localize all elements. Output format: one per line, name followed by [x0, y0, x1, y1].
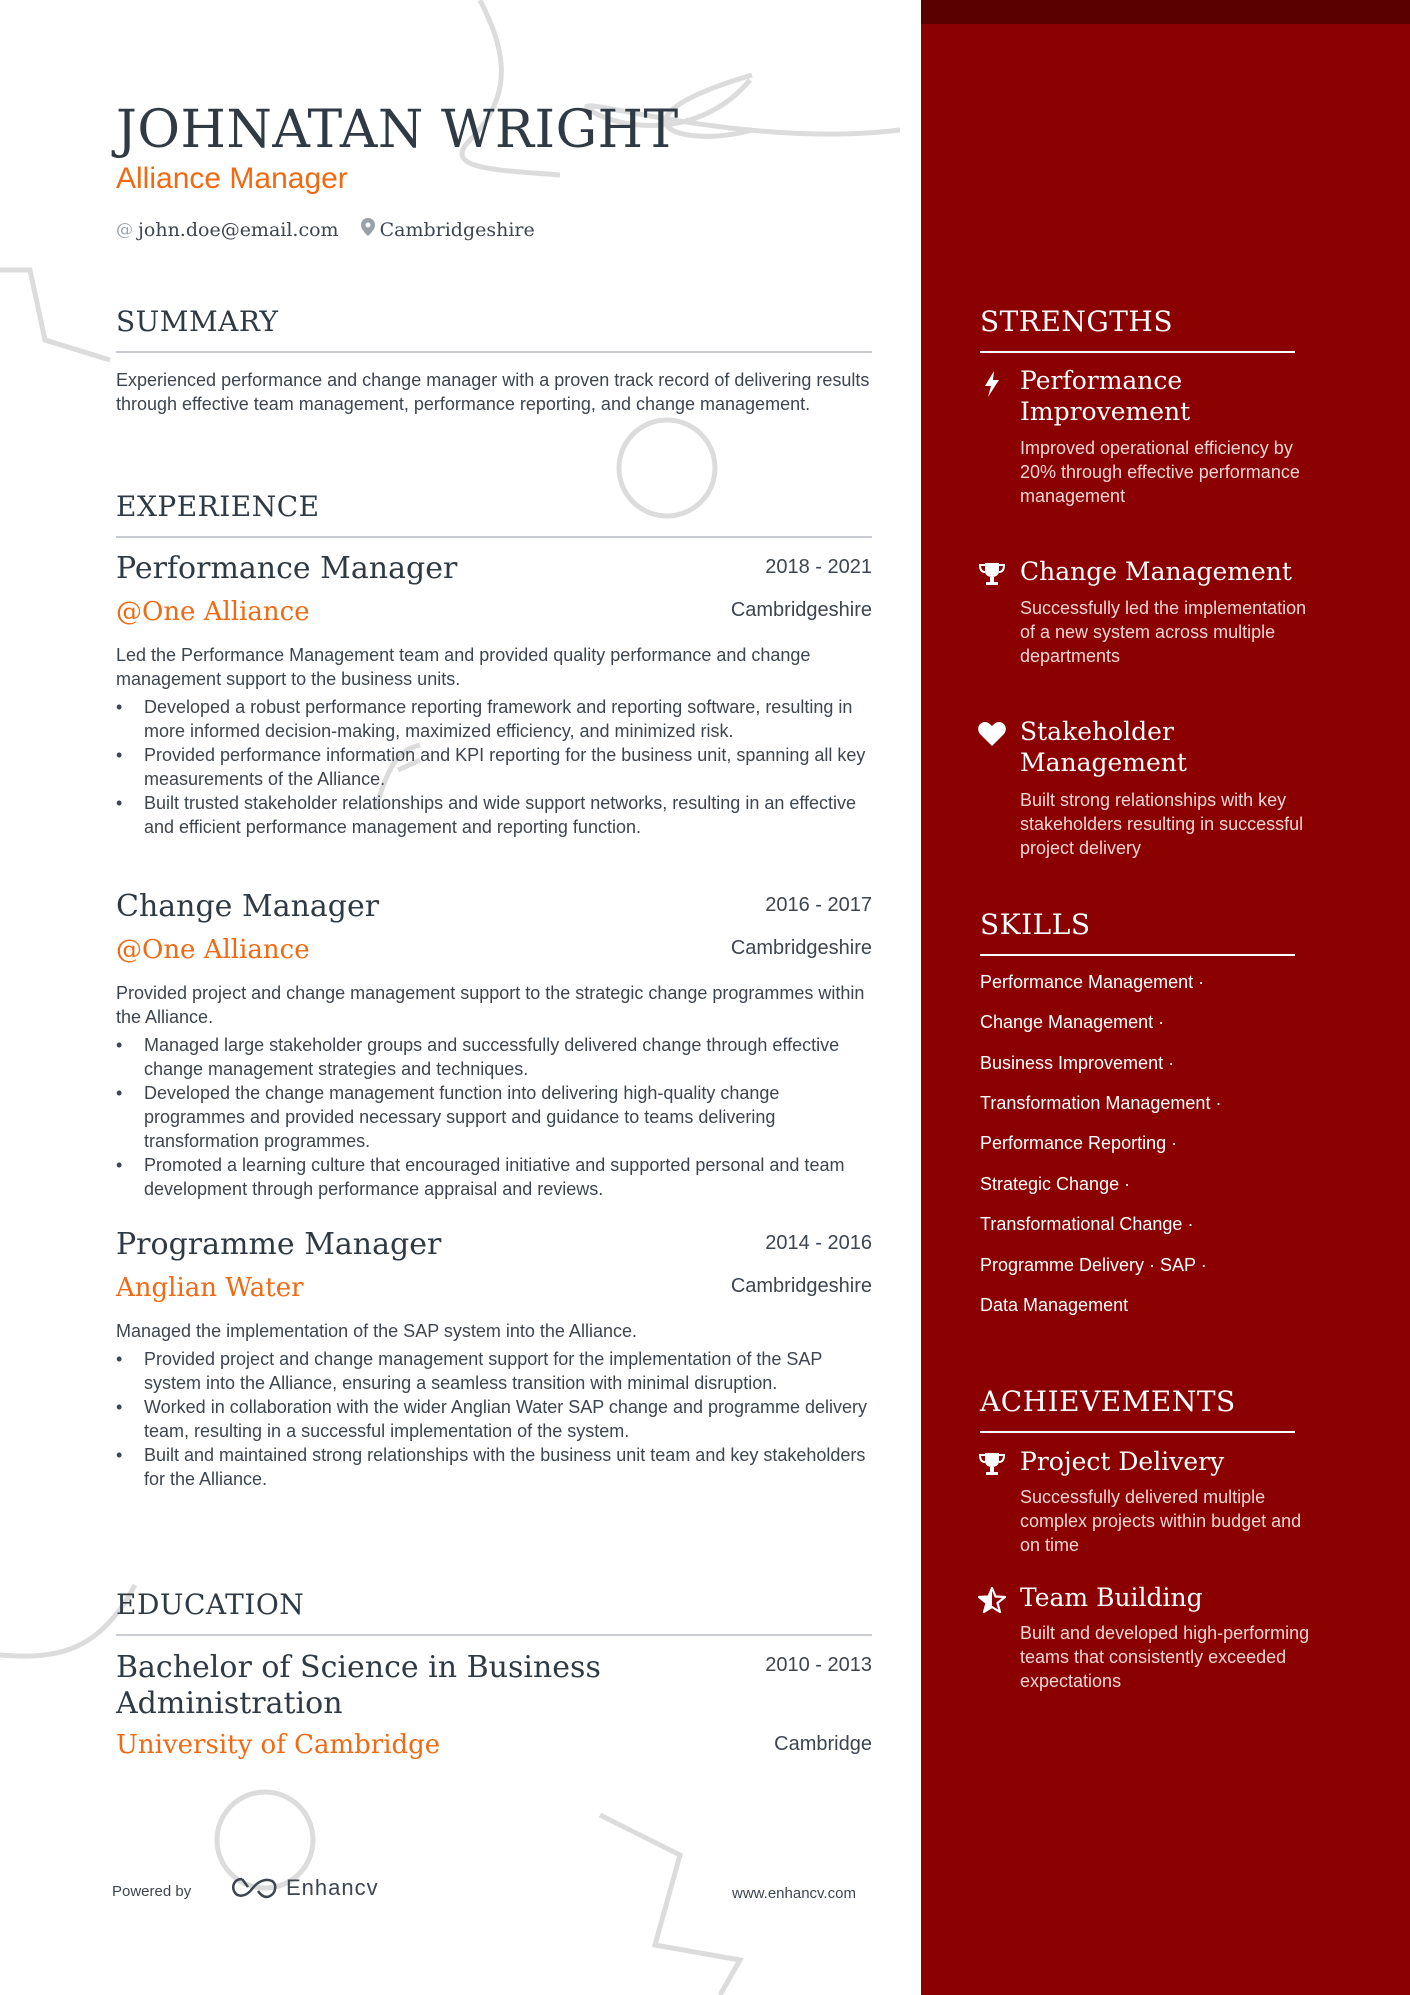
- email-item[interactable]: [116, 219, 339, 241]
- star-icon: [978, 1586, 1006, 1614]
- map-pin-icon: [361, 218, 375, 241]
- achievement-description: Built and developed high-performing teams that consistently exceeded expectations: [1020, 1623, 1310, 1691]
- job-title: Change Manager: [116, 889, 380, 924]
- enhancv-logo[interactable]: [230, 1875, 379, 1901]
- education-heading: EDUCATION: [116, 1588, 305, 1621]
- lightning-icon: [978, 370, 1006, 398]
- strength-title: Change Management: [1020, 557, 1292, 586]
- job-bullet: • Provided performance information and KPI reporting for the business unit, spanning all key measurements of the Alliance.: [116, 743, 872, 791]
- skill-line: Transformation Management ·: [980, 1093, 1222, 1113]
- powered-by-label: Powered by: [112, 1883, 192, 1900]
- job-dates: 2016 - 2017: [765, 894, 872, 916]
- strength-title: Performance Improvement: [1020, 366, 1191, 426]
- summary-heading: SUMMARY: [116, 305, 279, 338]
- job-title: Performance Manager: [116, 551, 458, 586]
- job-bullets: [116, 695, 872, 839]
- job-bullet: • Built trusted stakeholder relationships and wide support networks, resulting in an effective and efficient performance management and reporting function.: [116, 791, 872, 839]
- skills-divider: [980, 954, 1295, 956]
- strengths-heading: STRENGTHS: [980, 305, 1174, 338]
- job-bullet: • Managed large stakeholder groups and successfully delivered change through effective change management strategies and techniques.: [116, 1033, 872, 1081]
- contact-info: [116, 218, 535, 241]
- job-company: @One Alliance: [116, 935, 310, 965]
- strength-description: Built strong relationships with key stakeholders resulting in successful project delivery: [1020, 790, 1304, 858]
- skills-heading: SKILLS: [980, 908, 1091, 941]
- experience-heading: EXPERIENCE: [116, 490, 320, 523]
- skill-line: Transformational Change ·: [980, 1214, 1194, 1234]
- education-dates: 2010 - 2013: [765, 1654, 872, 1676]
- school-location: Cambridge: [774, 1733, 872, 1755]
- enhancv-logo-icon: [230, 1875, 278, 1901]
- sidebar: [921, 0, 1410, 1995]
- candidate-title: Alliance Manager: [116, 162, 348, 195]
- trophy-icon: [978, 1450, 1006, 1478]
- job-location: Cambridgeshire: [730, 599, 872, 621]
- skill-line: Performance Management ·: [980, 972, 1205, 992]
- education-divider: [116, 1634, 872, 1636]
- job-description: Managed the implementation of the SAP system into the Alliance.: [116, 1321, 637, 1341]
- job-company: Anglian Water: [116, 1273, 304, 1303]
- skill-line: Strategic Change ·: [980, 1174, 1131, 1194]
- job-bullet: • Developed the change management function into delivering high-quality change programmes and provided necessary support and guidance to teams delivering transformation programmes.: [116, 1081, 872, 1153]
- job-dates: 2014 - 2016: [765, 1232, 872, 1254]
- sidebar-top-bar: [921, 0, 1410, 24]
- job-description: Provided project and change management support to the strategic change programmes within the Alliance.: [116, 983, 865, 1027]
- achievements-divider: [980, 1431, 1295, 1433]
- job-company: @One Alliance: [116, 597, 310, 627]
- email-text: john.doe@email.com: [138, 218, 339, 241]
- job-bullet: • Provided project and change management support for the implementation of the SAP system into the Alliance, ensuring a seamless transition with minimal disruption.: [116, 1347, 872, 1395]
- achievements-heading: ACHIEVEMENTS: [980, 1385, 1236, 1418]
- job-location: Cambridgeshire: [730, 937, 872, 959]
- skill-line: Performance Reporting ·: [980, 1133, 1178, 1153]
- skill-line: Programme Delivery · SAP ·: [980, 1255, 1207, 1275]
- achievement-title: Team Building: [1020, 1583, 1203, 1612]
- job-bullets: [116, 1347, 872, 1491]
- strength-description: Successfully led the implementation of a new system across multiple departments: [1020, 598, 1307, 666]
- location-text: Cambridgeshire: [379, 218, 535, 241]
- summary-text: Experienced performance and change manager with a proven track record of delivering results through effective team management, performance reporting, and change management.: [116, 370, 870, 414]
- job-bullets: [116, 1033, 872, 1201]
- candidate-name: JOHNATAN WRIGHT: [116, 100, 679, 160]
- job-description: Led the Performance Management team and provided quality performance and change management support to the business units.: [116, 645, 811, 689]
- job-title: Programme Manager: [116, 1227, 442, 1262]
- at-icon: @: [116, 219, 133, 240]
- enhancv-wordmark: Enhancv: [286, 1875, 379, 1900]
- strength-description: Improved operational efficiency by 20% through effective performance management: [1020, 438, 1300, 506]
- summary-divider: [116, 351, 872, 353]
- footer-url[interactable]: www.enhancv.com: [732, 1885, 856, 1902]
- degree-title: Bachelor of Science in Business Administration: [116, 1650, 601, 1721]
- job-bullet: • Developed a robust performance reporting framework and reporting software, resulting in more informed decision-making, maximized efficiency, and minimized risk.: [116, 695, 872, 743]
- heart-icon: [978, 720, 1006, 748]
- job-bullet: • Promoted a learning culture that encouraged initiative and supported personal and team development through performance appraisal and reviews.: [116, 1153, 872, 1201]
- experience-divider: [116, 536, 872, 538]
- strengths-divider: [980, 351, 1295, 353]
- job-dates: 2018 - 2021: [765, 556, 872, 578]
- location-item: [361, 218, 535, 241]
- job-bullet: • Built and maintained strong relationships with the business unit team and key stakeholders for the Alliance.: [116, 1443, 872, 1491]
- skill-line: Data Management: [980, 1295, 1129, 1315]
- achievement-description: Successfully delivered multiple complex projects within budget and on time: [1020, 1487, 1302, 1555]
- skill-line: Business Improvement ·: [980, 1053, 1175, 1073]
- skill-line: Change Management ·: [980, 1012, 1165, 1032]
- strength-title: Stakeholder Management: [1020, 717, 1187, 777]
- job-bullet: • Worked in collaboration with the wider Anglian Water SAP change and programme delivery team, resulting in a successful implementation of the system.: [116, 1395, 872, 1443]
- achievement-title: Project Delivery: [1020, 1447, 1225, 1476]
- trophy-icon: [978, 560, 1006, 588]
- school-name: University of Cambridge: [116, 1730, 441, 1760]
- job-location: Cambridgeshire: [730, 1275, 872, 1297]
